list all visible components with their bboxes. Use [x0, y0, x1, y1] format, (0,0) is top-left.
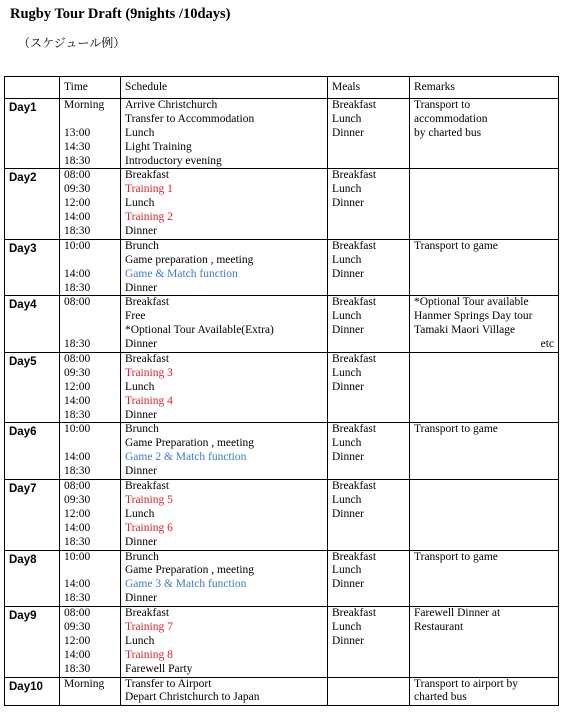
schedule-cell: [121, 169, 328, 239]
time-entry: [64, 437, 116, 451]
meal-entry: Breakfast: [332, 169, 377, 182]
schedule-cell: [121, 353, 328, 423]
table-header-row: [5, 77, 559, 99]
time-entry: 08:00: [64, 296, 91, 309]
time-entry: 18:30: [64, 408, 91, 421]
day-label: Day7: [5, 480, 60, 550]
meal-entry: Dinner: [332, 197, 364, 210]
meal-entry: Lunch: [332, 493, 362, 506]
schedule-entry: Farewell Party: [125, 662, 193, 675]
time-entry: 12:00: [64, 380, 91, 393]
meals-cell: [328, 239, 410, 296]
meal-entry: Breakfast: [332, 423, 377, 436]
meal-entry: Breakfast: [332, 607, 377, 620]
table-row: [5, 423, 559, 480]
schedule-entry: Game & Match function: [125, 267, 238, 280]
meal-entry: Lunch: [332, 310, 362, 323]
remarks-cell: [410, 550, 559, 607]
time-entry: 14:00: [64, 394, 91, 407]
meal-entry: Lunch: [332, 112, 362, 125]
remarks-cell: [410, 480, 559, 550]
schedule-entry: Dinner: [125, 408, 157, 421]
remark-entry: Transport to game: [414, 239, 498, 252]
page-subtitle: （スケジュール例）: [18, 36, 126, 50]
schedule-entry: Lunch: [125, 380, 155, 393]
schedule-entry: Depart Christchurch to Japan: [125, 691, 260, 704]
schedule-entry: Training 5: [125, 493, 173, 506]
day-label: Day9: [5, 607, 60, 677]
meal-entry: Dinner: [332, 126, 364, 139]
time-entry: 08:00: [64, 607, 91, 620]
schedule-entry: Dinner: [125, 281, 157, 294]
meal-entry: Breakfast: [332, 296, 377, 309]
schedule-entry: Dinner: [125, 592, 157, 605]
time-entry: 08:00: [64, 353, 91, 366]
day-label: Day5: [5, 353, 60, 423]
schedule-entry: Training 7: [125, 620, 173, 633]
meal-entry: Lunch: [332, 183, 362, 196]
time-entry: [64, 324, 116, 338]
table-row: [5, 296, 559, 353]
schedule-entry: Training 4: [125, 394, 173, 407]
schedule-entry: Introductory evening: [125, 154, 222, 167]
schedule-cell: [121, 550, 328, 607]
header-remarks: Remarks: [410, 77, 559, 99]
time-entry: 18:30: [64, 338, 91, 351]
meal-entry: Dinner: [332, 451, 364, 464]
time-entry: 14:00: [64, 648, 91, 661]
time-entry: 09:30: [64, 493, 91, 506]
time-entry: 18:30: [64, 465, 91, 478]
schedule-entry: Game 3 & Match function: [125, 578, 247, 591]
meals-cell: [328, 480, 410, 550]
meal-entry: Breakfast: [332, 480, 377, 493]
schedule-body: [5, 99, 559, 706]
time-cell: [60, 99, 121, 169]
time-entry: 10:00: [64, 550, 91, 563]
table-row: [5, 677, 559, 706]
schedule-entry: Breakfast: [125, 169, 170, 182]
time-entry: 10:00: [64, 423, 91, 436]
time-entry: 14:00: [64, 267, 91, 280]
remark-entry: Transport to airport by: [414, 677, 519, 690]
schedule-entry: Dinner: [125, 465, 157, 478]
time-entry: 13:00: [64, 126, 91, 139]
schedule-entry: Breakfast: [125, 607, 170, 620]
schedule-entry: Game 2 & Match function: [125, 451, 247, 464]
schedule-cell: [121, 99, 328, 169]
time-cell: [60, 677, 121, 706]
meal-entry: Lunch: [332, 253, 362, 266]
time-entry: 10:00: [64, 239, 91, 252]
schedule-entry: Breakfast: [125, 353, 170, 366]
remarks-cell: [410, 353, 559, 423]
time-entry: 12:00: [64, 634, 91, 647]
remark-entry: Transport to game: [414, 423, 498, 436]
table-row: [5, 607, 559, 677]
schedule-entry: Lunch: [125, 634, 155, 647]
remarks-cell: [410, 169, 559, 239]
time-cell: [60, 480, 121, 550]
time-entry: 09:30: [64, 366, 91, 379]
table-row: [5, 550, 559, 607]
time-entry: 12:00: [64, 197, 91, 210]
remarks-cell: [410, 423, 559, 480]
remarks-cell: [410, 99, 559, 169]
meal-entry: Dinner: [332, 380, 364, 393]
table-row: [5, 169, 559, 239]
remarks-cell: [410, 607, 559, 677]
time-entry: [64, 310, 116, 324]
remark-entry: Transport to game: [414, 550, 498, 563]
time-entry: 14:30: [64, 140, 91, 153]
time-entry: 14:00: [64, 451, 91, 464]
schedule-entry: Arrive Christchurch: [125, 99, 218, 111]
table-row: [5, 239, 559, 296]
meals-cell: [328, 423, 410, 480]
remark-entry: charted bus: [414, 691, 467, 704]
schedule-entry: Game preparation , meeting: [125, 253, 254, 266]
meal-entry: Dinner: [332, 267, 364, 280]
meals-cell: [328, 607, 410, 677]
schedule-entry: Light Training: [125, 140, 192, 153]
remark-entry: by charted bus: [414, 126, 482, 139]
schedule-cell: [121, 296, 328, 353]
table-row: [5, 353, 559, 423]
remark-entry: Transport to: [414, 99, 471, 111]
meal-entry: Lunch: [332, 620, 362, 633]
schedule-cell: [121, 423, 328, 480]
day-label: Day2: [5, 169, 60, 239]
day-label: Day4: [5, 296, 60, 353]
table-row: [5, 480, 559, 550]
time-entry: 14:00: [64, 578, 91, 591]
meal-entry: Lunch: [332, 564, 362, 577]
remark-entry: Hanmer Springs Day tour: [414, 310, 533, 323]
meal-entry: Breakfast: [332, 239, 377, 252]
meal-entry: Lunch: [332, 366, 362, 379]
schedule-entry: Lunch: [125, 126, 155, 139]
time-cell: [60, 353, 121, 423]
remark-etc: etc: [540, 338, 554, 351]
meals-cell: [328, 169, 410, 239]
time-cell: [60, 296, 121, 353]
time-entry: 12:00: [64, 507, 91, 520]
schedule-cell: [121, 607, 328, 677]
meal-entry: Dinner: [332, 324, 364, 337]
schedule-entry: Game Preparation , meeting: [125, 437, 255, 450]
schedule-entry: Dinner: [125, 535, 157, 548]
remarks-cell: [410, 239, 559, 296]
remark-entry: Restaurant: [414, 620, 464, 633]
meals-cell: [328, 353, 410, 423]
day-label: Day8: [5, 550, 60, 607]
day-label: Day10: [5, 677, 60, 706]
time-entry: Morning: [64, 677, 105, 690]
schedule-entry: Training 1: [125, 183, 173, 196]
time-cell: [60, 550, 121, 607]
schedule-entry: Dinner: [125, 338, 157, 351]
schedule-entry: Breakfast: [125, 296, 170, 309]
schedule-entry: Transfer to Airport: [125, 677, 212, 690]
schedule-entry: Training 8: [125, 648, 173, 661]
schedule-entry: Brunch: [125, 239, 159, 252]
schedule-entry: Training 6: [125, 521, 173, 534]
time-entry: 18:30: [64, 662, 91, 675]
schedule-entry: Free: [125, 310, 146, 323]
day-label: Day1: [5, 99, 60, 169]
time-entry: 09:30: [64, 183, 91, 196]
schedule-entry: Training 3: [125, 366, 173, 379]
schedule-entry: Lunch: [125, 197, 155, 210]
schedule-entry: Game Preparation , meeting: [125, 564, 255, 577]
time-entry: [64, 113, 116, 127]
remark-entry: Tamaki Maori Village: [414, 324, 516, 337]
page-title: Rugby Tour Draft (9nights /10days): [10, 6, 231, 22]
schedule-cell: [121, 480, 328, 550]
time-cell: [60, 423, 121, 480]
schedule-entry: Brunch: [125, 550, 159, 563]
schedule-table: [4, 76, 559, 706]
schedule-entry: Lunch: [125, 507, 155, 520]
schedule-cell: [121, 239, 328, 296]
day-label: Day6: [5, 423, 60, 480]
time-entry: 18:30: [64, 154, 91, 167]
meal-entry: Dinner: [332, 507, 364, 520]
time-entry: 09:30: [64, 620, 91, 633]
meals-cell: [328, 296, 410, 353]
time-entry: 18:30: [64, 592, 91, 605]
schedule-entry: *Optional Tour Available(Extra): [125, 324, 274, 337]
time-entry: 14:00: [64, 211, 91, 224]
schedule-cell: [121, 677, 328, 706]
schedule-entry: Transfer to Accommodation: [125, 112, 255, 125]
remark-entry: accommodation: [414, 112, 488, 125]
time-entry: 18:30: [64, 535, 91, 548]
header-time: Time: [60, 77, 121, 99]
meals-cell: [328, 99, 410, 169]
meal-entry: Breakfast: [332, 99, 377, 111]
meals-cell: [328, 550, 410, 607]
meal-entry: Dinner: [332, 634, 364, 647]
schedule-entry: Dinner: [125, 225, 157, 238]
time-entry: Morning: [64, 99, 105, 111]
meals-cell: [328, 677, 410, 706]
meal-entry: Breakfast: [332, 550, 377, 563]
schedule-entry: Training 2: [125, 211, 173, 224]
meal-entry: Lunch: [332, 437, 362, 450]
time-entry: 08:00: [64, 480, 91, 493]
header-schedule: Schedule: [121, 77, 328, 99]
time-entry: 18:30: [64, 225, 91, 238]
time-cell: [60, 169, 121, 239]
time-cell: [60, 239, 121, 296]
header-meals: Meals: [328, 77, 410, 99]
remark-entry: *Optional Tour available: [414, 296, 529, 309]
remark-entry: Farewell Dinner at: [414, 607, 501, 620]
schedule-entry: Breakfast: [125, 480, 170, 493]
header-day: [5, 77, 60, 99]
time-entry: 18:30: [64, 281, 91, 294]
time-entry: 14:00: [64, 521, 91, 534]
day-label: Day3: [5, 239, 60, 296]
remarks-cell: [410, 677, 559, 706]
time-entry: [64, 564, 116, 578]
table-row: [5, 99, 559, 169]
time-cell: [60, 607, 121, 677]
time-entry: 08:00: [64, 169, 91, 182]
time-entry: [64, 254, 116, 268]
remarks-cell: [410, 296, 559, 353]
schedule-entry: Brunch: [125, 423, 159, 436]
meal-entry: Breakfast: [332, 353, 377, 366]
meal-entry: Dinner: [332, 578, 364, 591]
